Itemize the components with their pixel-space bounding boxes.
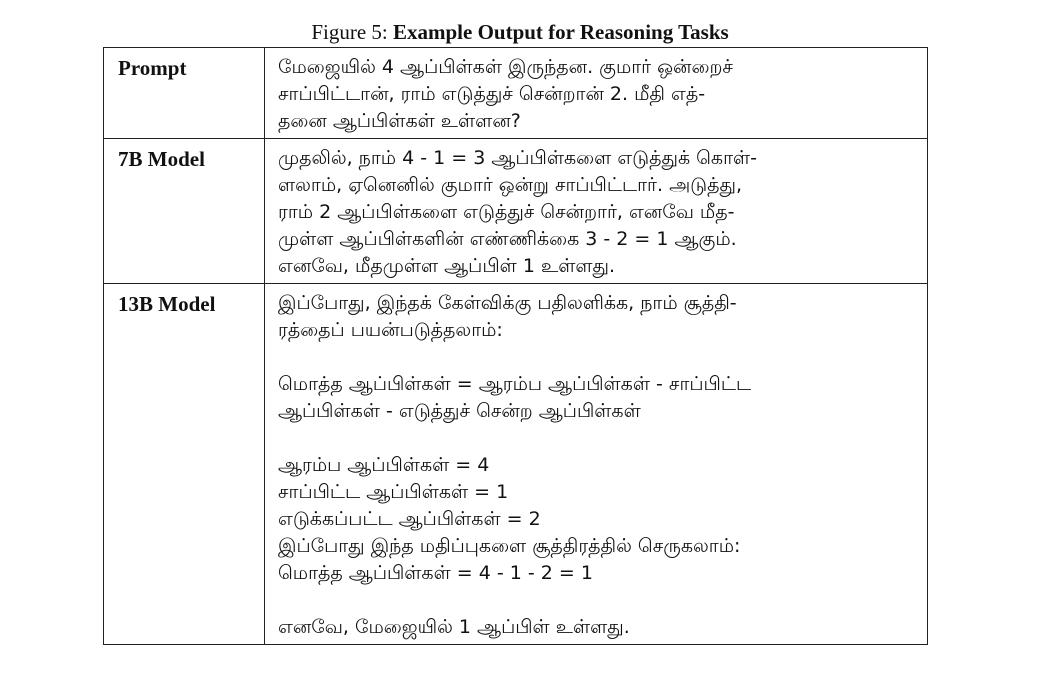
content-line: ராம் 2 ஆப்பிள்களை எடுத்துச் சென்றார், எனவே மீத- [278,201,735,223]
content-line: ரத்தைப் பயன்படுத்தலாம்: [278,319,503,341]
table-row [104,284,928,645]
content-line: முதலில், நாம் 4 - 1 = 3 ஆப்பிள்களை எடுத்துக் கொள்- [278,147,758,169]
content-line: ஆப்பிள்கள் - எடுத்துச் சென்ற ஆப்பிள்கள் [278,400,641,422]
content-line: தனை ஆப்பிள்கள் உள்ளன? [278,110,521,132]
content-line: இப்போது, இந்தக் கேள்விக்கு பதிலளிக்க, நாம் சூத்தி- [278,292,737,314]
content-line: எனவே, மேஜையில் 1 ஆப்பிள் உள்ளது. [278,616,630,638]
row-label: 13B Model [104,284,265,645]
table-row [104,139,928,284]
content-line: சாப்பிட்டான், ராம் எடுத்துச் சென்றான் 2. மீதி எத்- [278,83,706,105]
content-line: மேஜையில் 4 ஆப்பிள்கள் இருந்தன. குமார் ஒன்றைச் [278,56,733,78]
content-line: இப்போது இந்த மதிப்புகளை சூத்திரத்தில் செருகலாம்: [278,535,741,557]
content-line: எனவே, மீதமுள்ள ஆப்பிள் 1 உள்ளது. [278,255,615,277]
blank-line [278,587,917,614]
blank-line [278,425,917,452]
content-line: ஆரம்ப ஆப்பிள்கள் = 4 [278,454,490,476]
table-row [104,48,928,139]
row-label: 7B Model [104,139,265,284]
row-label: Prompt [104,48,265,139]
content-line: முள்ள ஆப்பிள்களின் எண்ணிக்கை 3 - 2 = 1 ஆகும். [278,228,737,250]
content-line: மொத்த ஆப்பிள்கள் = 4 - 1 - 2 = 1 [278,562,593,584]
content-line: மொத்த ஆப்பிள்கள் = ஆரம்ப ஆப்பிள்கள் - சாப்பிட்ட [278,373,752,395]
row-content [265,48,928,139]
row-content [265,139,928,284]
figure-title: Example Output for Reasoning Tasks [392,20,729,44]
content-line: எடுக்கப்பட்ட ஆப்பிள்கள் = 2 [278,508,541,530]
reasoning-table [103,47,928,645]
figure-number: Figure 5: [311,20,388,44]
content-line: சாப்பிட்ட ஆப்பிள்கள் = 1 [278,481,509,503]
row-content [265,284,928,645]
figure-caption [0,20,1040,45]
blank-line [278,344,917,371]
content-line: ளலாம், ஏனெனில் குமார் ஒன்று சாப்பிட்டார். அடுத்து, [278,174,743,196]
